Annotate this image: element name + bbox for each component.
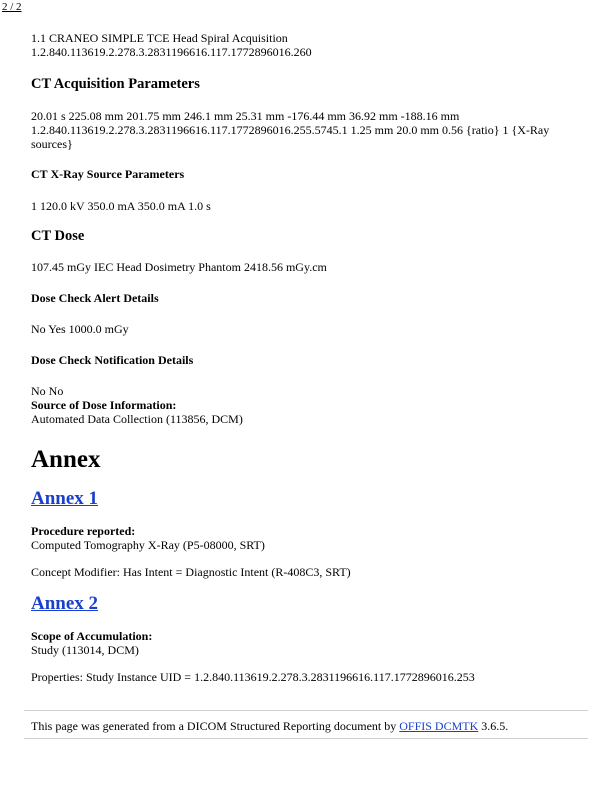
- acquisition-uid: 1.2.840.113619.2.278.3.2831196616.117.1772896016.260: [31, 45, 312, 59]
- ct-xray-source-text: 1 120.0 kV 350.0 mA 350.0 mA 1.0 s: [31, 199, 211, 213]
- annex-title: Annex: [31, 446, 101, 473]
- procedure-reported-value: Computed Tomography X-Ray (P5-08000, SRT): [31, 538, 265, 552]
- footer-bottom-divider: [24, 738, 588, 739]
- scope-of-accumulation-label: Scope of Accumulation:: [31, 629, 153, 643]
- annex-2-link[interactable]: Annex 2: [31, 593, 99, 614]
- dose-source-label: Source of Dose Information:: [31, 398, 177, 412]
- footer: [31, 719, 508, 733]
- ct-dose-heading: CT Dose: [31, 228, 85, 244]
- footer-suffix: 3.6.5.: [478, 719, 509, 733]
- ct-acquisition-heading: CT Acquisition Parameters: [31, 76, 200, 92]
- report-content: [31, 31, 571, 684]
- page-indicator: 2 / 2: [2, 1, 22, 13]
- annex-1-link[interactable]: Annex 1: [31, 488, 99, 509]
- dose-alert-text: No Yes 1000.0 mGy: [31, 322, 129, 336]
- footer-top-divider: [24, 710, 588, 711]
- dose-notification-text: No No: [31, 384, 64, 398]
- acquisition-title: 1.1 CRANEO SIMPLE TCE Head Spiral Acquisition: [31, 31, 288, 45]
- dose-alert-heading: Dose Check Alert Details: [31, 291, 159, 305]
- offis-dcmtk-link[interactable]: OFFIS DCMTK: [399, 719, 479, 733]
- dose-notification-heading: Dose Check Notification Details: [31, 353, 194, 367]
- ct-dose-text: 107.45 mGy IEC Head Dosimetry Phantom 2418.56 mGy.cm: [31, 260, 327, 274]
- concept-modifier: Concept Modifier: Has Intent = Diagnostic Intent (R-408C3, SRT): [31, 565, 351, 579]
- ct-acquisition-text: 20.01 s 225.08 mm 201.75 mm 246.1 mm 25.31 mm -176.44 mm 36.92 mm -188.16 mm 1.2.840.113619.2.278.3.2831196616.117.1772896016.255.5745.1 1.25 mm 20.0 mm 0.56 {ratio} 1 {X-Ray sources}: [31, 109, 550, 151]
- footer-prefix: This page was generated from a DICOM Structured Reporting document by: [31, 719, 400, 733]
- scope-of-accumulation-value: Study (113014, DCM): [31, 643, 139, 657]
- dose-source-value: Automated Data Collection (113856, DCM): [31, 412, 243, 426]
- study-properties: Properties: Study Instance UID = 1.2.840.113619.2.278.3.2831196616.117.1772896016.253: [31, 670, 475, 684]
- ct-xray-source-heading: CT X-Ray Source Parameters: [31, 167, 185, 181]
- procedure-reported-label: Procedure reported:: [31, 524, 136, 538]
